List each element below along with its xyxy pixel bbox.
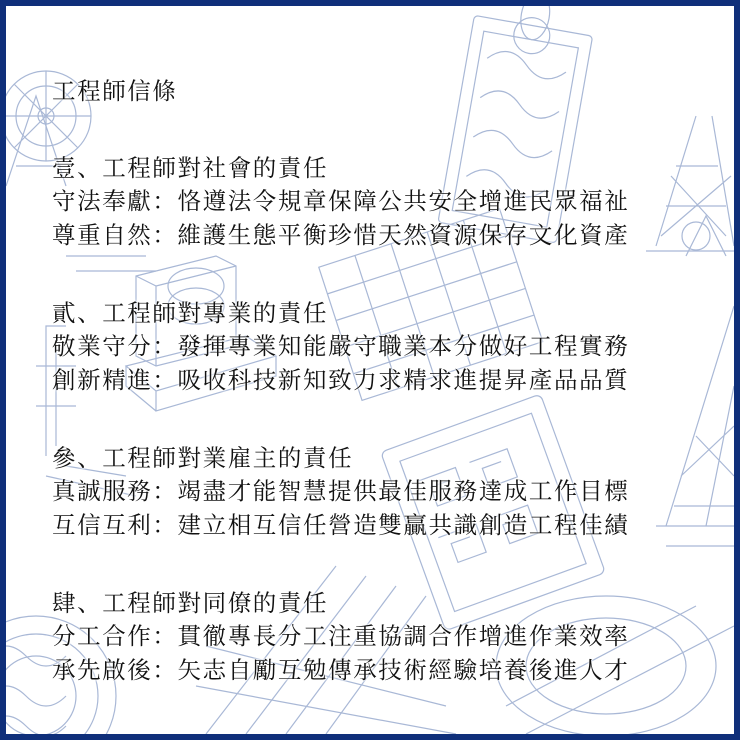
creed-line: 真誠服務：竭盡才能智慧提供最佳服務達成工作目標 — [52, 477, 630, 505]
creed-line: 分工合作：貫徹專長分工注重協調合作增進作業效率 — [52, 622, 630, 650]
page-frame — [6, 6, 734, 734]
creed-line: 尊重自然：維護生態平衡珍惜天然資源保存文化資產 — [52, 221, 630, 249]
creed-line: 承先啟後：矢志自勵互勉傳承技術經驗培養後進人才 — [52, 656, 630, 684]
creed-line: 敬業守分：發揮專業知能嚴守職業本分做好工程實務 — [52, 332, 630, 360]
section-heading: 貳、工程師對專業的責任 — [52, 299, 329, 327]
section-heading: 肆、工程師對同僚的責任 — [52, 589, 329, 617]
section-heading: 參、工程師對業雇主的責任 — [52, 444, 354, 472]
creed-line: 互信互利：建立相互信任營造雙贏共識創造工程佳績 — [52, 511, 630, 539]
creed-line: 創新精進：吸收科技新知致力求精求進提昇產品品質 — [52, 366, 630, 394]
section-profession — [52, 298, 712, 397]
section-employer — [52, 443, 712, 542]
section-society — [52, 153, 712, 252]
section-heading: 壹、工程師對社會的責任 — [52, 154, 329, 182]
section-colleagues — [52, 588, 712, 687]
document-title: 工程師信條 — [52, 77, 178, 105]
creed-line: 守法奉獻：恪遵法令規章保障公共安全增進民眾福祉 — [52, 187, 630, 215]
engineers-creed-text — [52, 76, 712, 687]
